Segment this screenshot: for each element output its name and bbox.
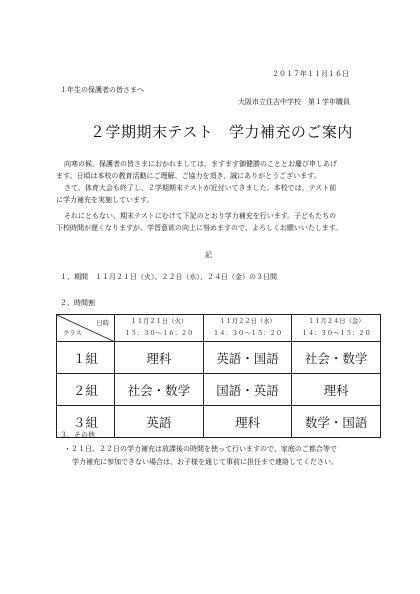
recipient: １年生の保護者の皆さまへ	[60, 86, 144, 94]
timetable	[56, 314, 381, 438]
paragraph-line: に学力補充を実施しています。	[56, 196, 154, 204]
table-row	[57, 406, 381, 438]
note-line: ・２１日、２２日の学力補充は放課後の時間を使って行いますので、家庭のご都合等で	[64, 445, 337, 453]
subject-cell: 英語	[115, 406, 204, 438]
class-label: ２組	[57, 374, 115, 406]
table-header-row	[57, 315, 381, 342]
column-header	[203, 315, 292, 342]
item-other: ３、その他	[60, 431, 95, 439]
ki-heading: 記	[205, 251, 212, 259]
sender: 大阪市立住吉中学校 第１学年職員	[238, 98, 350, 106]
table-row	[57, 342, 381, 374]
class-label: ３組	[57, 406, 115, 438]
subject-cell: 社会・数学	[292, 342, 381, 374]
paragraph-line: それにともない、期末テストにむけて下記のとおり学力補充を行います。子どもたちの	[64, 212, 337, 220]
subject-cell: 社会・数学	[115, 374, 204, 406]
subject-cell: 理科	[115, 342, 204, 374]
table-row	[57, 374, 381, 406]
item-timetable: ２、時間割	[60, 299, 95, 307]
note-line: 学力補充に参加できない場合は、お子様を通じて事前に担任まで連絡してください。	[72, 458, 338, 466]
paragraph-line: 下校時間が遅くなりますが、学習意欲の向上に努めますので、よろしくお願いいたします。	[56, 224, 343, 232]
subject-cell: 英語・国語	[203, 342, 292, 374]
column-time: １４：３０〜１５：２０	[212, 330, 283, 337]
column-header	[115, 315, 204, 342]
item-period: １、期間 １１月２１日（火）、２２日（水）、２４日（金）の３日間	[60, 273, 277, 281]
page-title: ２学期期末テスト 学力補充のご案内	[90, 123, 353, 141]
corner-date-label: 日時	[96, 320, 109, 327]
paragraph-line: 向寒の候、保護者の皆さまにおかれましては、ますます御健勝のこととお慶び申しあげ	[64, 160, 337, 168]
column-time: １４：３０〜１５：２０	[301, 330, 371, 337]
subject-cell: 理科	[203, 406, 292, 438]
column-time: １５：３０〜１６：２０	[124, 330, 194, 337]
column-header	[292, 315, 381, 342]
column-date: １１月２４日（金）	[307, 317, 365, 325]
paragraph-line: ます。日頃は本校の教育活動にご理解、ご協力を頂き、誠にありがとうございます。	[56, 172, 321, 180]
table-corner-cell	[57, 315, 115, 342]
subject-cell: 理科	[292, 374, 381, 406]
document-date: ２０１７年１１月１６日	[272, 70, 349, 78]
column-date: １１月２１日（火）	[130, 317, 188, 325]
subject-cell: 国語・英語	[203, 374, 292, 406]
subject-cell: 数学・国語	[292, 406, 381, 438]
class-label: １組	[57, 342, 115, 374]
column-date: １１月２２日（水）	[219, 317, 276, 325]
paragraph-line: さて、体育大会も終了し、２学期期末テストが近付いてきました。本校では、テスト前	[64, 184, 337, 192]
corner-class-label: クラス	[63, 330, 82, 337]
